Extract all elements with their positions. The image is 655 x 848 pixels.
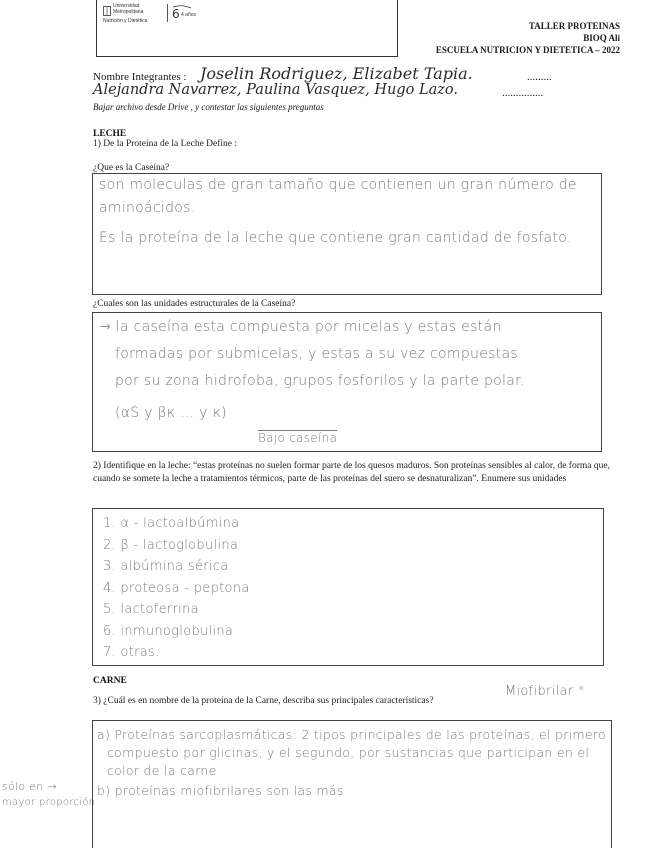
question-1a: ¿Que es la Caseína? [93,163,170,173]
answer-1b-line5: Bajo caseína [258,431,338,445]
leche-heading: LECHE [93,129,127,139]
members-line1: Joselin Rodriguez, Elizabet Tapia. [200,64,473,83]
question-1b: ¿Cuales son las unidades estructurales de la Caseína? [93,299,296,309]
answer-1b-line3: por su zona hidrofoba, grupos fosforilos y la parte polar. [115,373,525,389]
margin-note-2: mayor proporción [2,797,96,808]
university-seal-icon [103,3,111,13]
instructions-text: Bajar archivo desde Drive , y contestar las siguientes preguntas [93,102,324,112]
course-name: BIOQ Ali [583,33,620,43]
answer-1b-line1: → la caseína esta compuesta por micelas y estas están [99,319,502,335]
answer-3-line1: a) Proteínas sarcoplasmáticas: 2 tipos principales de las proteínas, el primero [97,727,607,742]
school-name: ESCUELA NUTRICION Y DIETETICA – 2022 [435,45,620,55]
carne-heading: CARNE [93,676,127,686]
answer-1a-line1: son moleculas de gran tamaño que contienen un gran número de [99,177,577,193]
workshop-title: TALLER PROTEINAS [528,21,620,31]
members-line2-dots: ............... [502,87,544,99]
unit-item: 5. lactoferrina [103,602,199,617]
answer-1a-line3: Es la proteína de la leche que contiene gran cantidad de fosfato. [99,230,572,246]
unit-item: 7. otras. [103,645,160,660]
members-line2: Alejandra Navarrez, Paulina Vasquez, Hugo Lazo. [93,82,458,98]
whey-units-list [103,513,250,664]
answer-box-caseina [92,173,602,295]
unit-item: 3. albúmina sérica [103,559,229,574]
question-3-annotation: Miofibrilar * [505,684,585,699]
unit-item: 1. α - lactoalbúmina [103,516,240,531]
unit-item: 4. proteosa - peptona [103,580,250,596]
members-line1-dots: ......... [527,71,552,83]
accreditation-text: 4 años [181,12,197,18]
question-2 [93,460,618,485]
members-label: Nombre Integrantes : [93,71,187,83]
question-3: 3) ¿Cuál es en nombre de la proteína de la Carne, describa sus principales características? [93,696,434,706]
answer-box-whey-units [92,508,604,666]
logo-divider [167,4,168,22]
unit-item: 2. β - lactoglobulina [103,537,239,553]
university-name: Universidad Metropolitana [113,3,144,15]
answer-1b-line2: formadas por submicelas, y estas a su vez compuestas [115,346,518,362]
unit-item: 6. inmunoglobulina [103,623,234,639]
answer-1b-line4: (αS y βκ ... y κ) [115,405,227,421]
question-1: 1) De la Proteína de la Leche Define : [93,139,238,149]
answer-1a-line2: aminoácidos. [99,200,196,216]
svg-text:6: 6 [172,7,180,21]
answer-box-carne [92,720,612,848]
margin-note-1: sólo en → [2,780,57,793]
answer-3-line3: color de la carne [107,763,217,778]
answer-3-line4: b) proteínas miofibrilares son las más [97,783,344,798]
answer-box-units [92,312,602,452]
question-2-text: 2) Identifique en la leche: “estas proteínas no suelen formar parte de los quesos maduros. Son proteínas sensibles al calor, de forma que, cuando se somete la leche a tratamientos térmicos, parte de las proteínas del suero se desnaturalizan”. Enumere sus unidades [93,461,610,484]
answer-3-line2: compuesto por glicinas, y el segundo, por sustancias que participan en el [107,745,590,760]
university-subtitle: Nutrición y Dietética [103,18,148,24]
header-logo-box [96,0,398,57]
header-titles [436,20,620,56]
